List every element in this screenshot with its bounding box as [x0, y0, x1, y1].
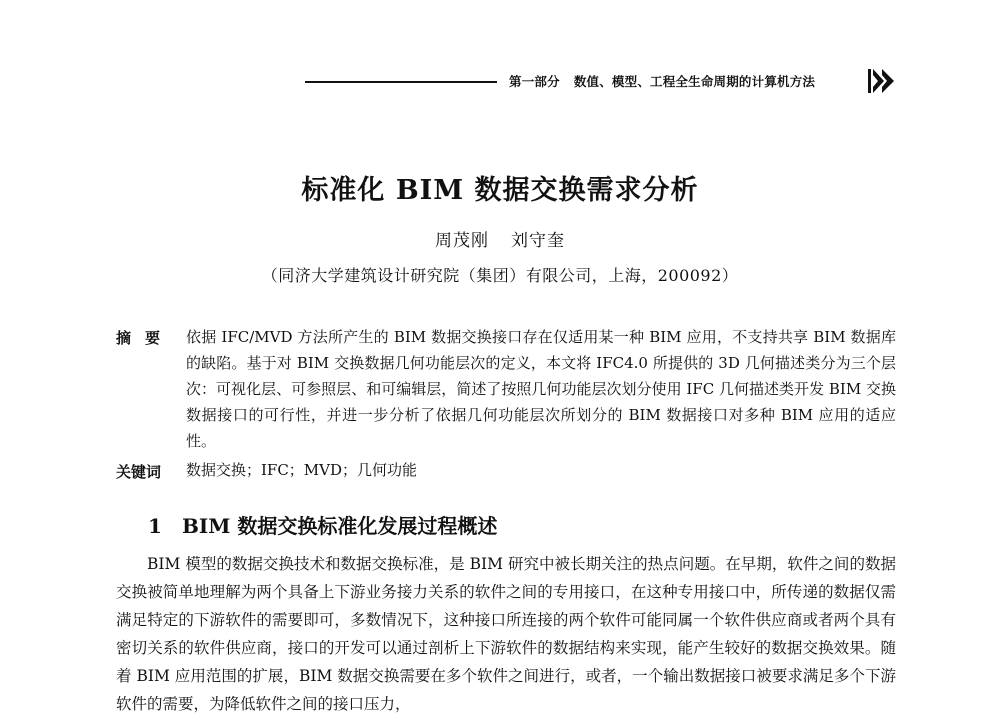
affiliation: （同济大学建筑设计研究院（集团）有限公司，上海，200092）: [261, 266, 739, 285]
author-2: 刘守奎: [511, 231, 565, 251]
section-heading: [148, 510, 497, 539]
keywords-text: 数据交换；IFC；MVD；几何功能: [186, 461, 418, 479]
section-paragraph: BIM 模型的数据交换技术和数据交换标准，是 BIM 研究中被长期关注的热点问题。在早期，软件之间的数据交换被简单地理解为两个具备上下游业务接力关系的软件之间的专用接口，在这种专用接口中，所传递的数据仅需满足特定的下游软件的需要即可，多数情况下，这种接口所连接的两个软件可能同属一个软件供应商或者两个具有密切关系的软件供应商，接口的开发可以通过剖析上下游软件的数据结构来实现，能产生较好的数据交换效果。随着 BIM 应用范围的扩展，BIM 数据交换需要在多个软件之间进行，或者，一个输出数据接口被要求满足多个下游软件的需要，为降低软件之间的接口压力，: [116, 555, 896, 713]
keywords-label: 关键词: [116, 463, 162, 481]
author-1: 周茂刚: [435, 231, 489, 251]
header-topic: 数值、模型、工程全生命周期的计算机方法: [573, 74, 816, 89]
running-header: [305, 66, 893, 96]
section-title: BIM 数据交换标准化发展过程概述: [182, 514, 498, 538]
section-number: 1: [148, 514, 162, 538]
double-chevron-right-icon: [867, 66, 897, 96]
header-rule: [305, 81, 497, 83]
abstract-text: 依据 IFC/MVD 方法所产生的 BIM 数据交换接口存在仅适用某一种 BIM 应用，不支持共享 BIM 数据库的缺陷。基于对 BIM 交换数据几何功能层次的定义，本文将 IFC4.0 所提供的 3D 几何描述类分为三个层次：可视化层、可参照层、和可编辑层，简述了按照几何功能层次划分使用 IFC 几何描述类开发 BIM 交换数据接口的可行性，并进一步分析了依据几何功能层次所划分的 BIM 数据接口对多种 BIM 应用的适应性。: [186, 328, 896, 450]
authors: [0, 226, 1000, 251]
header-text: [509, 72, 815, 90]
abstract-label: 摘要: [116, 329, 175, 347]
header-part: 第一部分: [509, 74, 560, 89]
paper-title: 标准化 BIM 数据交换需求分析: [301, 175, 699, 206]
